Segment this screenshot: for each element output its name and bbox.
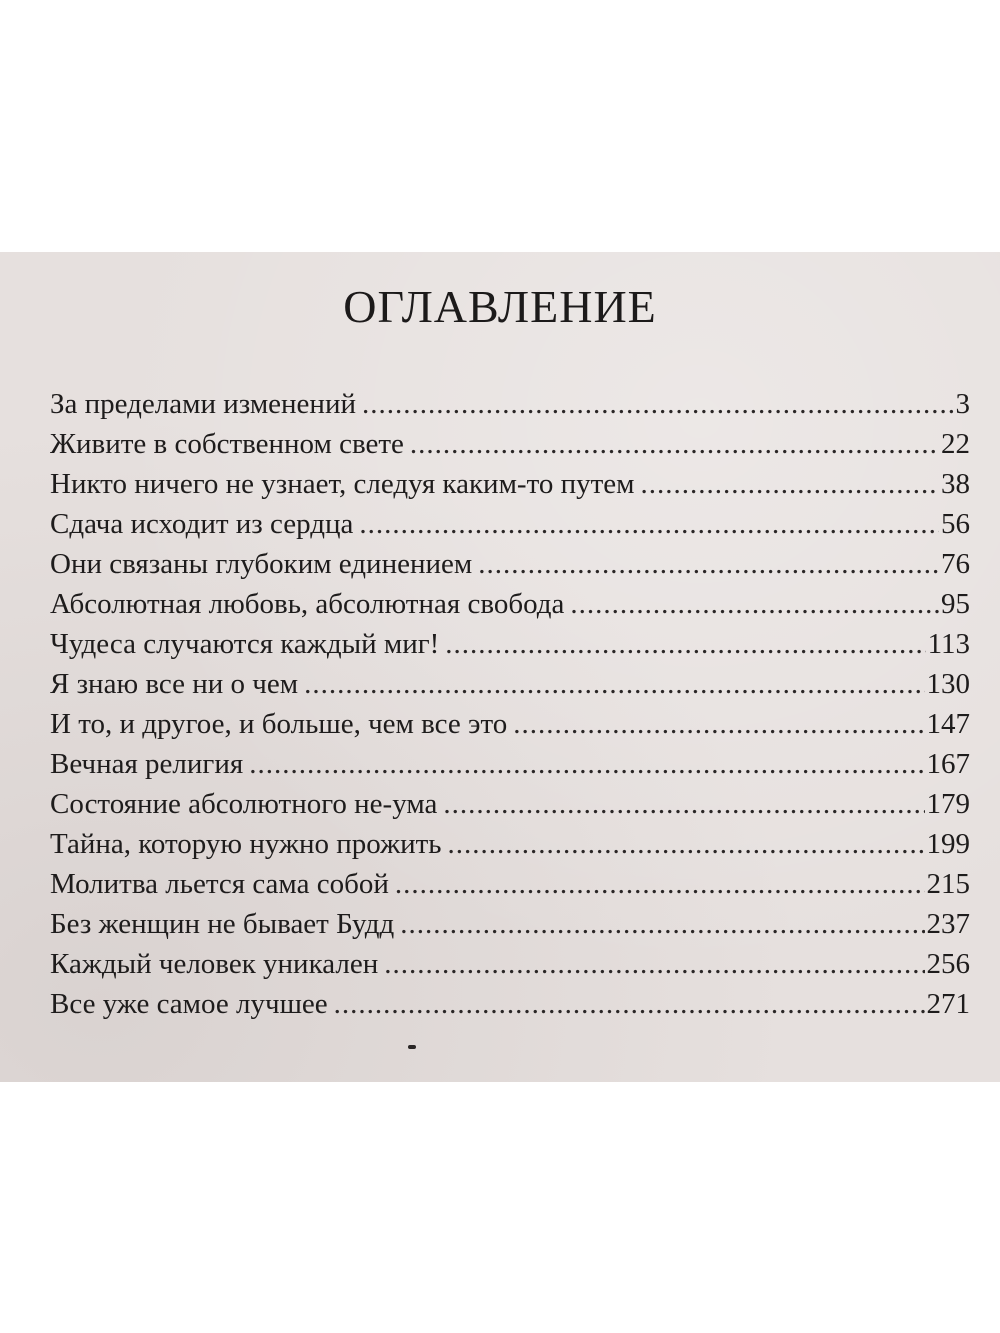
toc-entry-title: Все уже самое лучшее	[50, 988, 328, 1020]
toc-entry	[50, 628, 970, 668]
toc-entry-title: И то, и другое, и больше, чем все это	[50, 708, 508, 740]
toc-entry	[50, 788, 970, 828]
dot-leader	[448, 828, 925, 861]
toc-entry-title: Они связаны глубоким единением	[50, 548, 473, 580]
toc-entry-title: Без женщин не бывает Будд	[50, 908, 395, 940]
toc-entry-title: Никто ничего не узнает, следуя каким-то путем	[50, 468, 635, 500]
dot-leader	[478, 548, 939, 581]
toc-entry-page: 130	[926, 668, 970, 700]
toc-entry	[50, 468, 970, 508]
toc-entry-page: 237	[926, 908, 970, 940]
toc-entry-title: Каждый человек уникален	[50, 948, 379, 980]
ink-mark	[408, 1045, 416, 1049]
dot-leader	[359, 508, 939, 541]
toc-entry	[50, 428, 970, 468]
dot-leader	[641, 468, 939, 501]
toc-entry-page: 215	[926, 868, 970, 900]
toc-entry	[50, 948, 970, 988]
toc-entry	[50, 988, 970, 1028]
toc-entry-page: 38	[941, 468, 970, 500]
toc-entry	[50, 668, 970, 708]
toc-entry	[50, 748, 970, 788]
dot-leader	[395, 868, 925, 901]
dot-leader	[249, 748, 924, 781]
toc-entry-page: 256	[926, 948, 970, 980]
toc-entry-page: 179	[926, 788, 970, 820]
toc-entry-page: 147	[926, 708, 970, 740]
toc-entry-page: 167	[926, 748, 970, 780]
book-page	[0, 252, 1000, 1082]
toc-entry	[50, 868, 970, 908]
toc-entry-title: За пределами изменений	[50, 388, 356, 420]
toc-entry-title: Вечная религия	[50, 748, 244, 780]
toc-entry-page: 22	[941, 428, 970, 460]
dot-leader	[304, 668, 924, 701]
toc-entry-page: 95	[941, 588, 970, 620]
toc-entry-title: Живите в собственном свете	[50, 428, 404, 460]
toc-entry-page: 199	[926, 828, 970, 860]
dot-leader	[334, 988, 925, 1021]
toc-entry	[50, 828, 970, 868]
dot-leader	[445, 628, 925, 661]
toc-entry-title: Абсолютная любовь, абсолютная свобода	[50, 588, 565, 620]
dot-leader	[443, 788, 924, 821]
toc-entry-title: Чудеса случаются каждый миг!	[50, 628, 440, 660]
dot-leader	[384, 948, 924, 981]
toc-entry	[50, 388, 970, 428]
toc-entry-page: 3	[955, 388, 970, 420]
dot-leader	[410, 428, 939, 461]
toc-entry-title: Я знаю все ни о чем	[50, 668, 299, 700]
dot-leader	[362, 388, 954, 421]
toc-entry-page: 113	[927, 628, 970, 660]
toc-entry-page: 271	[926, 988, 970, 1020]
toc-entry-title: Молитва льется сама собой	[50, 868, 389, 900]
toc-entry	[50, 708, 970, 748]
page-title: ОГЛАВЛЕНИЕ	[343, 281, 657, 332]
toc-entry	[50, 548, 970, 588]
toc-entry-title: Тайна, которую нужно прожить	[50, 828, 442, 860]
toc-entry-title: Состояние абсолютного не-ума	[50, 788, 438, 820]
toc-entry	[50, 908, 970, 948]
toc-entry-title: Сдача исходит из сердца	[50, 508, 354, 540]
dot-leader	[400, 908, 924, 941]
dot-leader	[570, 588, 939, 621]
toc-entry-page: 76	[941, 548, 970, 580]
toc-entry	[50, 508, 970, 548]
dot-leader	[513, 708, 924, 741]
toc-entry-page: 56	[941, 508, 970, 540]
toc-entry	[50, 588, 970, 628]
table-of-contents	[50, 388, 970, 1028]
